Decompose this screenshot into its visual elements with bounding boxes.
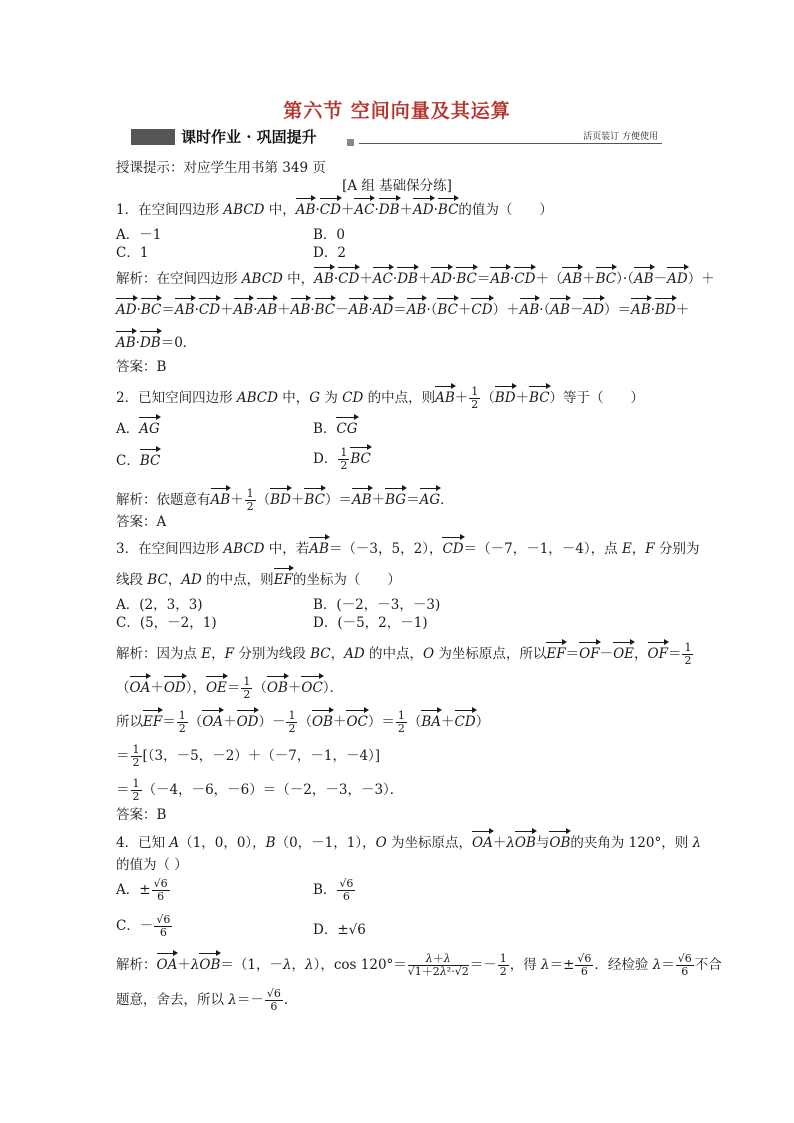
q1-option-a: A．－1 <box>116 227 162 243</box>
q1-option-c: C．1 <box>116 245 149 261</box>
band-label: 课时作业 · 巩固提升 <box>181 128 317 146</box>
q4-option-a: A．± $\frac{√6}{6}$ <box>116 877 168 903</box>
group-heading: [A 组 基础保分练] <box>342 178 452 194</box>
q3-solution-line1: 解析：因为点 E，F 分别为线段 BC，AD 的中点，O 为坐标原点，所以EF＝OF－OE，OF＝ $\frac{1}{2}$ <box>116 641 692 667</box>
q3-solution-line2: （OA＋OD），OE＝ $\frac{1}{2}$ （OB＋OC）． <box>116 675 344 701</box>
q2-option-b: B．CG <box>313 421 358 437</box>
band-divider <box>359 143 662 144</box>
q3-option-a: A．(2，3，3) <box>116 597 203 613</box>
hint-line: 授课提示：对应学生用书第 349 页 <box>116 160 326 176</box>
band-note: 活页装订 方便使用 <box>583 132 658 142</box>
band-block <box>131 129 175 145</box>
q1-solution-line2: AD·BC＝AB·CD＋AB·AB＋AB·BC－AB·AD＝AB·（BC＋CD）＋AB·（AB－AD）＝AB·BD＋ <box>116 302 690 318</box>
q1-solution-line1: 解析：在空间四边形 ABCD 中，AB·CD＋AC·DB＋AD·BC＝AB·CD＋（AB＋BC）·（AB－AD）＋ <box>116 271 715 287</box>
q3-solution-line5: ＝ $\frac{1}{2}$ （－4，－6，－6）＝（－2，－3，－3）． <box>116 777 404 803</box>
q1-stem: 1．在空间四边形 ABCD 中，AB·CD＋AC·DB＋AD·BC的值为（ ） <box>116 202 553 218</box>
q3-option-b: B．(－2，－3，－3) <box>313 597 441 613</box>
q1-solution-line3: AB·DB＝0． <box>116 335 197 351</box>
band-square <box>347 139 354 146</box>
q2-option-d: D． $\frac{1}{2}$ BC <box>313 446 371 472</box>
q4-option-d: D．±√6 <box>313 922 366 938</box>
q3-solution-line4: ＝ $\frac{1}{2}$ [（3，－5，－2）＋（－7，－1，－4）] <box>116 743 381 769</box>
q1-option-d: D．2 <box>313 245 346 261</box>
q4-solution-line1: 解析：OA＋λOB＝（1，－λ，λ），cos 120°＝ $\frac{\lambda+\lambda}{\text{√1＋2λ²·√2}}$ ＝－ $\frac{1}{2}$ ，得 λ＝± $\frac{√6}{6}$ ．经检验 λ＝ $\frac{√6}{6}$ 不合 <box>116 952 722 978</box>
q4-stem-line1: 4．已知 A（1，0，0），B（0，－1，1），O 为坐标原点，OA＋λOB与OB的夹角为 120°，则 λ <box>116 835 702 851</box>
q4-option-b: B． $\frac{√6}{6}$ <box>313 877 354 903</box>
q2-solution: 解析：依题意有AB＋ $\frac{1}{2}$ （BD＋BC）＝AB＋BG＝AG． <box>116 487 454 513</box>
q2-option-a: A．AG <box>116 421 160 437</box>
page-title: 第六节 空间向量及其运算 <box>283 100 511 122</box>
q1-answer: 答案：B <box>116 359 167 375</box>
q4-stem-line2: 的值为（ ） <box>116 857 188 873</box>
q3-stem-line2: 线段 BC，AD 的中点，则EF的坐标为（ ） <box>116 572 401 588</box>
q3-stem-line1: 3．在空间四边形 ABCD 中，若AB＝（－3，5，2），CD＝（－7，－1，－4），点 E，F 分别为 <box>116 541 700 557</box>
q3-solution-line3: 所以EF＝ $\frac{1}{2}$ （OA＋OD）－ $\frac{1}{2}$ （OB＋OC）＝ $\frac{1}{2}$ （BA＋CD） <box>116 709 490 735</box>
q2-answer: 答案：A <box>116 514 167 530</box>
q3-option-d: D．(－5，2，－1) <box>313 615 428 631</box>
q3-answer: 答案：B <box>116 807 167 823</box>
q1-option-b: B．0 <box>313 227 346 243</box>
q4-option-c: C．－ $\frac{√6}{6}$ <box>116 913 171 939</box>
q3-option-c: C．(5，－2，1) <box>116 615 217 631</box>
q2-stem: 2．已知空间四边形 ABCD 中，G 为 CD 的中点，则AB＋ $\frac{1}{2}$ （BD＋BC）等于（ ） <box>116 385 645 411</box>
q4-solution-line2: 题意，舍去，所以 λ＝－ $\frac{√6}{6}$ ． <box>116 987 298 1013</box>
section-band <box>131 129 662 145</box>
q2-option-c: C．BC <box>116 453 161 469</box>
